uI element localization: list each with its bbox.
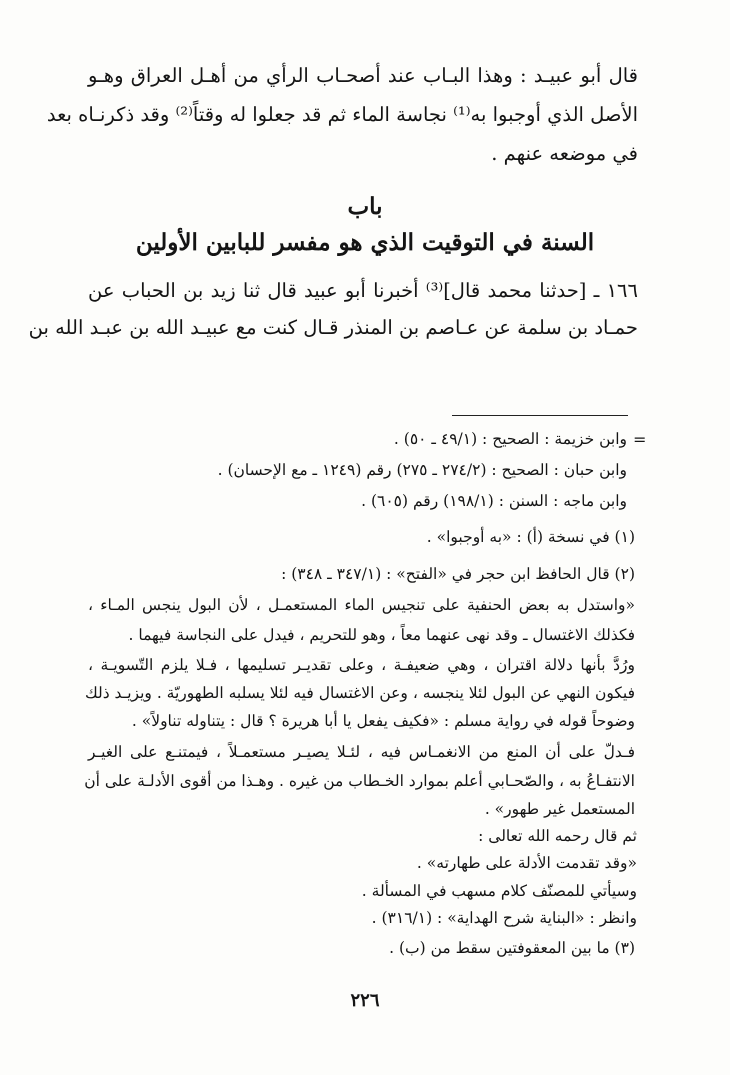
footnote-2-line-2: «واستدل به بعض الحنفية على تنجيس الماء المستعمـل ، لأن البول ينجس المـاء ،	[88, 596, 635, 614]
footnote-2-line-5: فيكون النهي عن البول لئلا ينجسه ، وعن الاغتسال فيه لئلا يسلبه الطهوريّة . ويزيـد ذلك	[84, 684, 635, 702]
footnote-2-line-10: ثم قال رحمه الله تعالى :	[478, 827, 637, 845]
footnote-2-line-4: ورُدَّ بأنها دلالة اقتران ، وهي ضعيفـة ، وعلى تقديـر تسليمها ، فـلا يلزم التّسويـة ،	[88, 656, 635, 674]
hadith-line-1: ١٦٦ ـ [حدثنا محمد قال]⁽³⁾ أخبرنا أبو عبيد قال ثنا زيد بن الحباب عن	[88, 279, 638, 302]
chapter-subtitle: السنة في التوقيت الذي هو مفسر للبابين الأولين	[135, 229, 595, 256]
footnote-2-line-11: «وقد تقدمت الأدلة على طهارته» .	[416, 854, 637, 872]
footnote-2-line-7: فـدلّ على أن المنع من الانغمـاس فيه ، لئـلا يصيـر مستعمـلاً ، فيمتنـع على الغيـر	[88, 743, 635, 761]
footnote-2-line-12: وسيأتي للمصنّف كلام مسهب في المسألة .	[361, 882, 637, 900]
footnote-ref-3: وابن ماجه : السنن : (١٩٨/١) رقم (٦٠٥) .	[361, 492, 627, 510]
footnote-2-line-6: وضوحاً قوله في رواية مسلم : «فكيف يفعل يا أبا هريرة ؟ قال : يتناوله تناولاً» .	[131, 712, 635, 730]
body-line-2: الأصل الذي أوجبوا به⁽¹⁾ نجاسة الماء ثم قد جعلوا له وقتاً⁽²⁾ وقد ذكرنـاه بعد	[46, 103, 638, 126]
body-line-3: في موضعه عنهم .	[491, 142, 638, 165]
continuation-mark: =	[633, 430, 647, 449]
footnote-separator	[452, 415, 628, 416]
footnote-2-line-8: الانتفـاعُ به ، والصّحـابي أعلم بموارد الخـطاب من غيره . وهـذا من أقوى الأدلـة على أن	[84, 772, 635, 790]
footnote-1: (١) في نسخة (أ) : «به أوجبوا» .	[426, 528, 635, 546]
footnote-2-line-9: المستعمل غير طهور» .	[484, 800, 635, 818]
footnote-ref-2: وابن حبان : الصحيح : (٢٧٤/٢ ـ ٢٧٥) رقم (١٢٤٩ ـ مع الإحسان) .	[217, 461, 627, 479]
footnote-ref-1: وابن خزيمة : الصحيح : (٤٩/١ ـ ٥٠) .	[393, 430, 627, 448]
page-number: ٢٢٦	[350, 990, 380, 1011]
body-line-1: قال أبو عبيـد : وهذا البـاب عند أصحـاب الرأي من أهـل العراق وهـو	[88, 64, 638, 87]
footnote-3: (٣) ما بين المعقوفتين سقط من (ب) .	[389, 939, 635, 957]
footnote-2-line-1: (٢) قال الحافظ ابن حجر في «الفتح» : (٣٤٧/١ ـ ٣٤٨) :	[281, 565, 635, 583]
hadith-line-2: حمـاد بن سلمة عن عـاصم بن المنذر قـال كنت مع عبيـد الله بن عبـد الله بن	[28, 316, 638, 339]
footnote-2-line-13: وانظر : «البناية شرح الهداية» : (٣١٦/١) .	[371, 909, 637, 927]
footnote-2-line-3: فكذلك الاغتسال ـ وقد نهى عنهما معاً ، وهو للتحريم ، فيدل على النجاسة فيهما .	[128, 626, 635, 644]
chapter-title: باب	[347, 193, 383, 220]
